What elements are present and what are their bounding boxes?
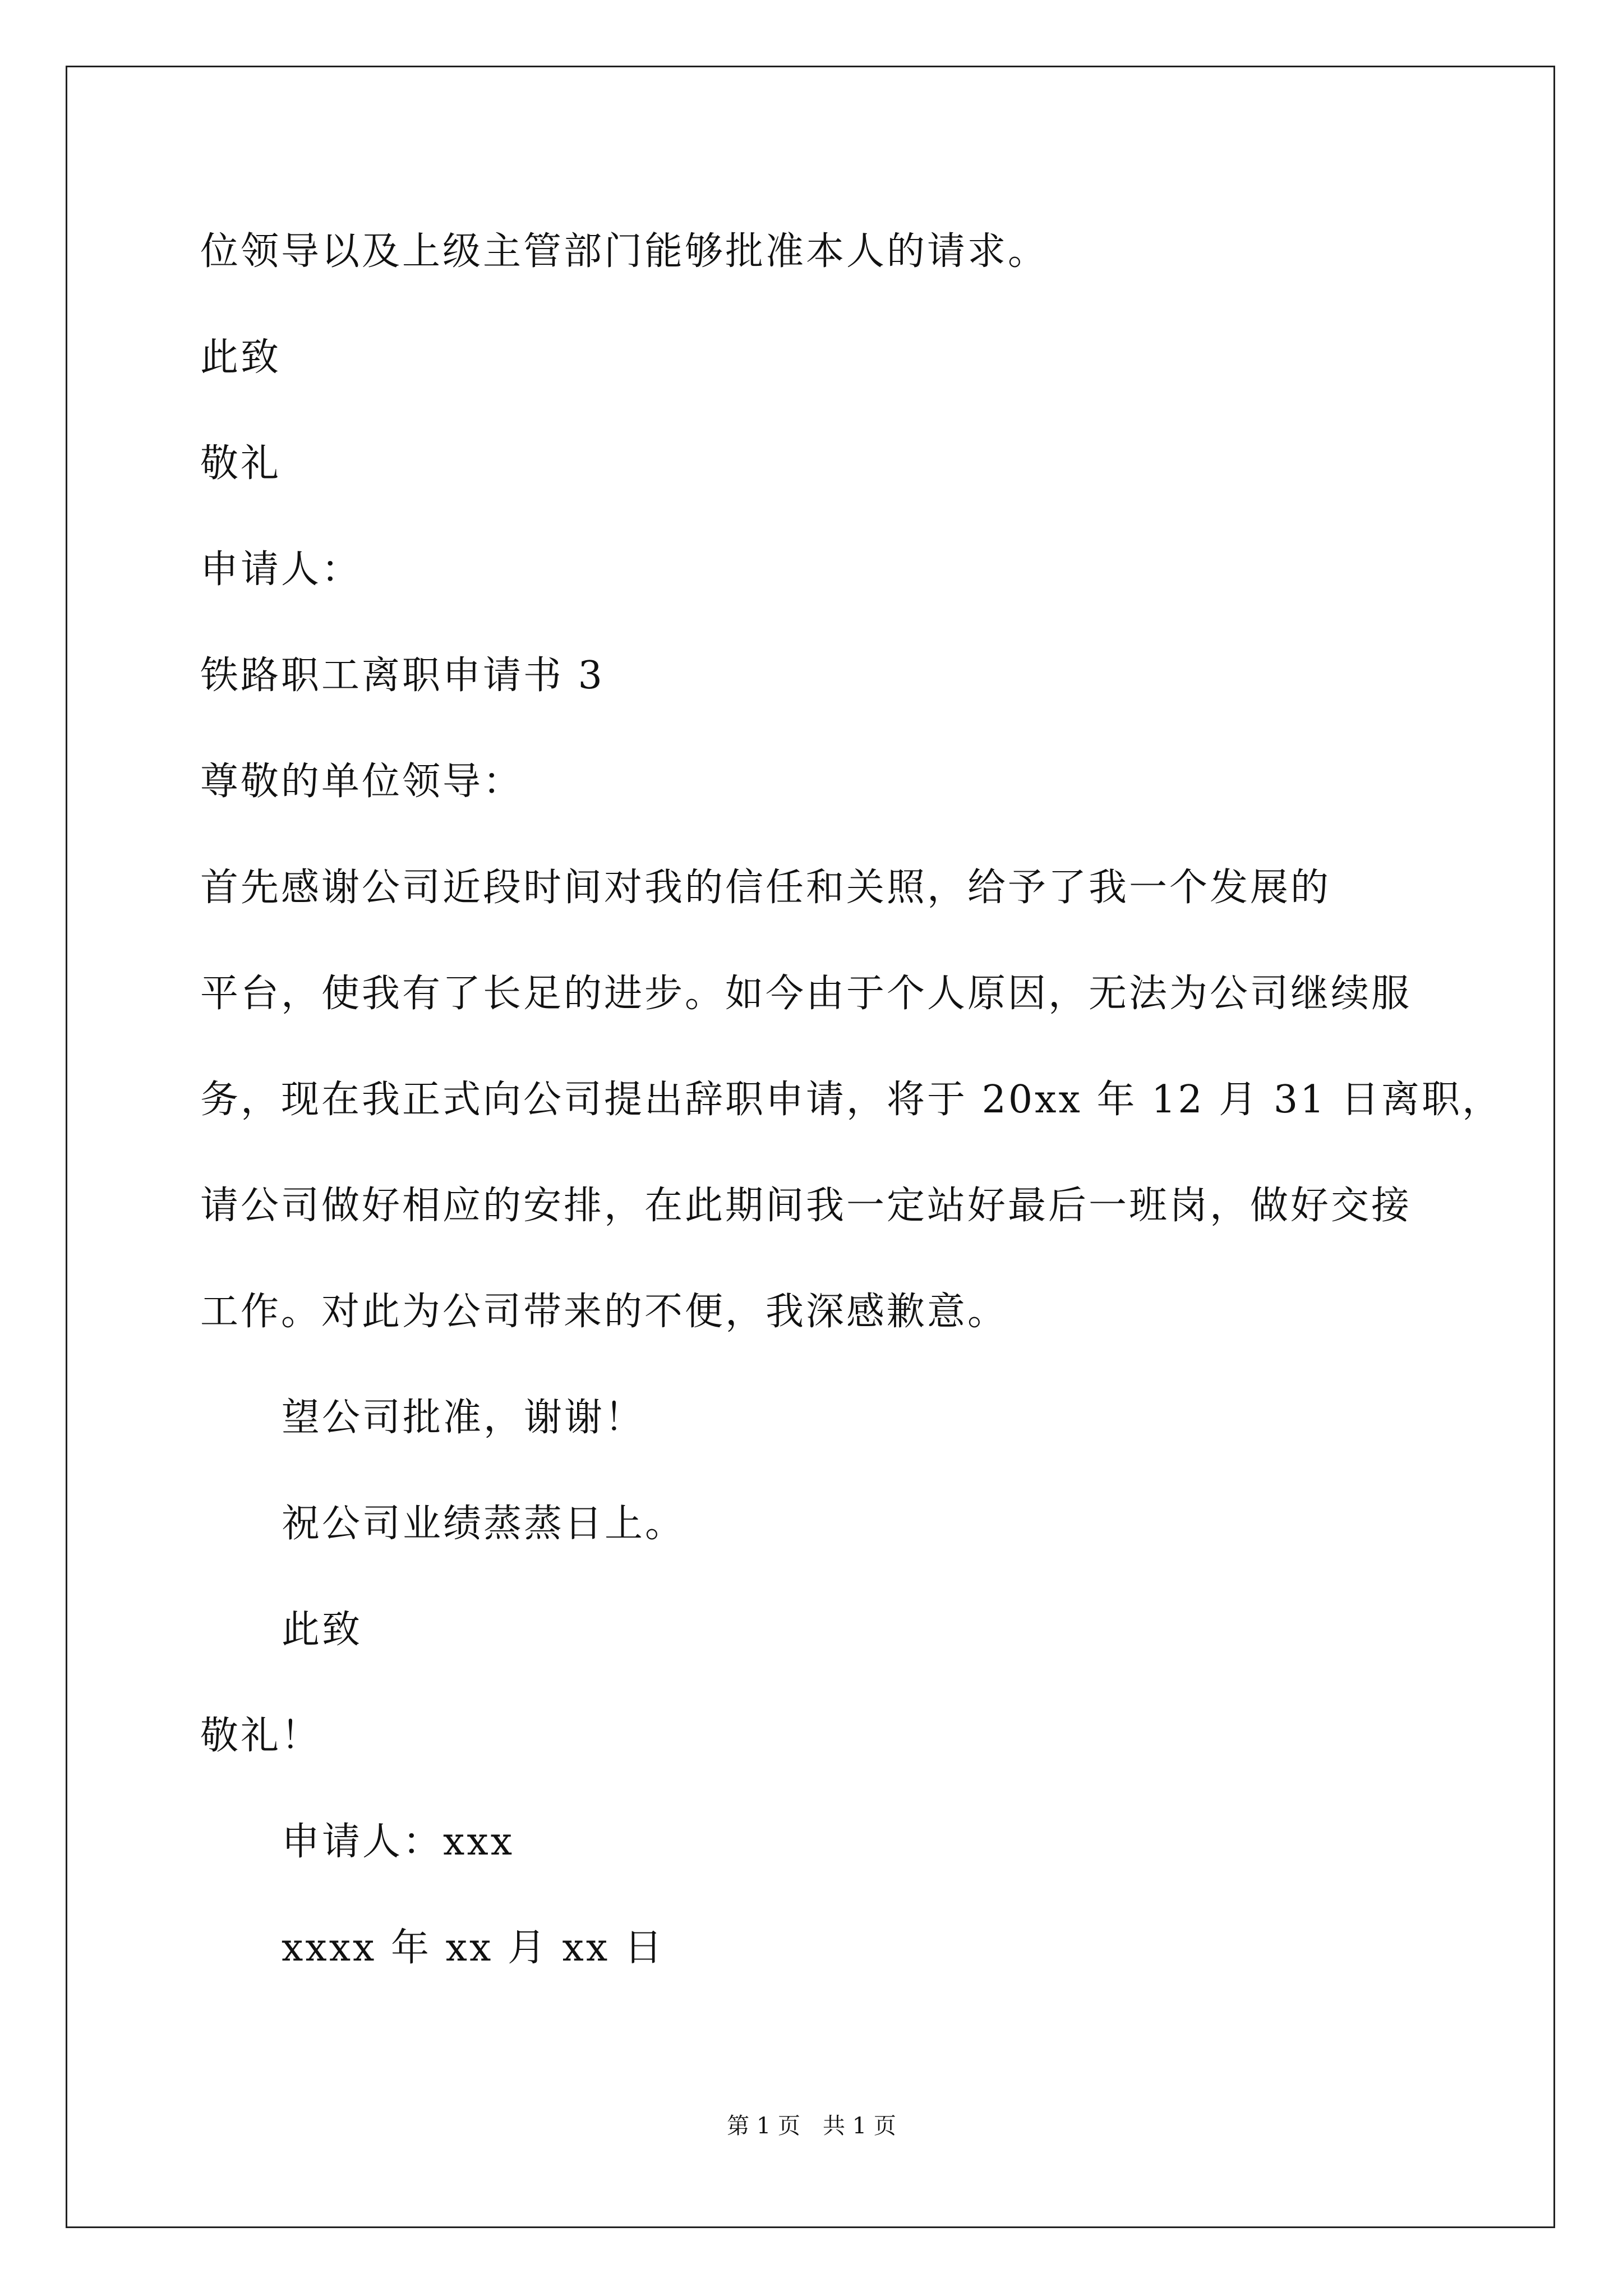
text-line: 位领导以及上级主管部门能够批准本人的请求。 (200, 229, 1049, 274)
paragraph-line: 工作。对此为公司带来的不便，我深感歉意。 (200, 1290, 1008, 1334)
page-footer: 第 1 页 共 1 页 (727, 2113, 896, 2139)
signature-date: xxxx 年 xx 月 xx 日 (282, 1926, 665, 1970)
text-line: 此致 (200, 335, 282, 380)
text-line: 申请人： (200, 547, 362, 592)
closing-salutation: 此致 (282, 1608, 363, 1652)
page-border (66, 66, 1555, 2228)
paragraph-line: 请公司做好相应的安排，在此期间我一定站好最后一班岗，做好交接 (200, 1184, 1412, 1228)
closing-wish: 祝公司业绩蒸蒸日上。 (282, 1502, 686, 1546)
paragraph-line: 务，现在我正式向公司提出辞职申请，将于 20xx 年 12 月 31 日离职， (200, 1078, 1502, 1122)
paragraph-line: 平台，使我有了长足的进步。如今由于个人原因，无法为公司继续服 (200, 972, 1412, 1016)
closing-regards: 敬礼！ (200, 1714, 322, 1758)
paragraph-line: 首先感谢公司近段时间对我的信任和关照，给予了我一个发展的 (200, 866, 1331, 910)
recipient-greeting: 尊敬的单位领导： (200, 760, 524, 804)
text-line: 敬礼 (200, 441, 282, 486)
applicant-signature: 申请人：xxx (282, 1820, 515, 1864)
document-heading: 铁路职工离职申请书 3 (200, 654, 605, 698)
closing-hope: 望公司批准，谢谢！ (282, 1396, 645, 1440)
